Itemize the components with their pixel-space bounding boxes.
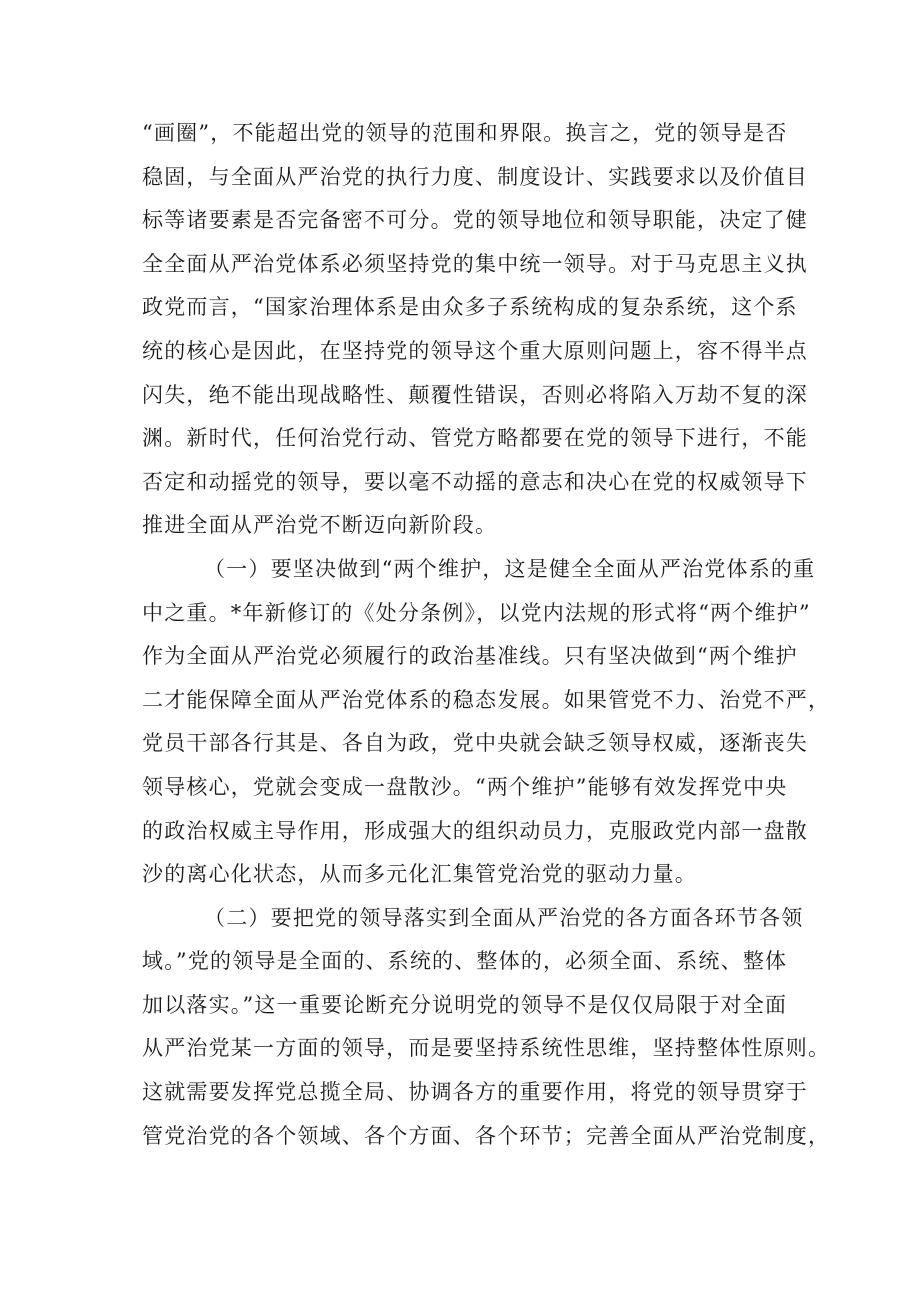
text-line: 否定和动摇党的领导，要以毫不动摇的意志和决心在党的权威领导下 — [142, 469, 808, 494]
text-line: 渊。新时代，任何治党行动、管党方略都要在党的领导下进行，不能 — [142, 426, 808, 451]
text-line: 沙的离心化状态，从而多元化汇集管党治党的驱动力量。 — [142, 862, 697, 887]
text-line: 的政治权威主导作用，形成强大的组织动员力，克服政党内部一盘散 — [142, 818, 808, 843]
text-line: 全全面从严治党体系必须坚持党的集中统一领导。对于马克思主义执 — [142, 251, 808, 276]
text-line: 加以落实。”这一重要论断充分说明党的领导不是仅仅局限于对全面 — [142, 992, 788, 1017]
text-line: （一）要坚决做到“两个维护，这是健全全面从严治党体系的重 — [204, 556, 816, 581]
text-line: 域。”党的领导是全面的、系统的、整体的，必须全面、系统、整体 — [142, 949, 788, 974]
document-body — [142, 112, 831, 1158]
text-line: 中之重。*年新修订的《处分条例》，以党内法规的形式将“两个维护” — [142, 600, 811, 625]
paragraph-3 — [142, 897, 831, 1159]
text-line: 标等诸要素是否完备密不可分。党的领导地位和领导职能，决定了健 — [142, 208, 808, 233]
paragraph-2 — [142, 548, 831, 897]
text-line: 管党治党的各个领域、各个方面、各个环节；完善全面从严治党制度， — [142, 1123, 831, 1148]
text-line: “画圈”，不能超出党的领导的范围和界限。换言之，党的领导是否 — [142, 121, 788, 145]
text-line: 作为全面从严治党必须履行的政治基准线。只有坚决做到“两个维护 — [142, 644, 798, 669]
text-line: 党员干部各行其是、各自为政，党中央就会缺乏领导权威，逐渐丧失 — [142, 731, 808, 756]
text-line: 政党而言，“国家治理体系是由众多子系统构成的复杂系统，这个系 — [142, 295, 798, 320]
paragraph-1 — [142, 112, 808, 548]
text-line: 二才能保障全面从严治党体系的稳态发展。如果管党不力、治党不严， — [142, 687, 831, 712]
text-line: 这就需要发挥党总揽全局、协调各方的重要作用，将党的领导贯穿于 — [142, 1080, 808, 1105]
text-line: 推进全面从严治党不断迈向新阶段。 — [142, 513, 498, 538]
text-line: 统的核心是因此，在坚持党的领导这个重大原则问题上，容不得半点 — [142, 338, 808, 363]
text-line: 闪失，绝不能出现战略性、颠覆性错误，否则必将陷入万劫不复的深 — [142, 382, 808, 407]
text-line: （二）要把党的领导落实到全面从严治党的各方面各环节各领 — [204, 905, 804, 930]
text-line: 稳固，与全面从严治党的执行力度、制度设计、实践要求以及价值目 — [142, 164, 808, 189]
text-line: 从严治党某一方面的领导，而是要坚持系统性思维，坚持整体性原则。 — [142, 1036, 831, 1061]
text-line: 领导核心，党就会变成一盘散沙。“两个维护”能够有效发挥党中央 — [142, 774, 788, 799]
